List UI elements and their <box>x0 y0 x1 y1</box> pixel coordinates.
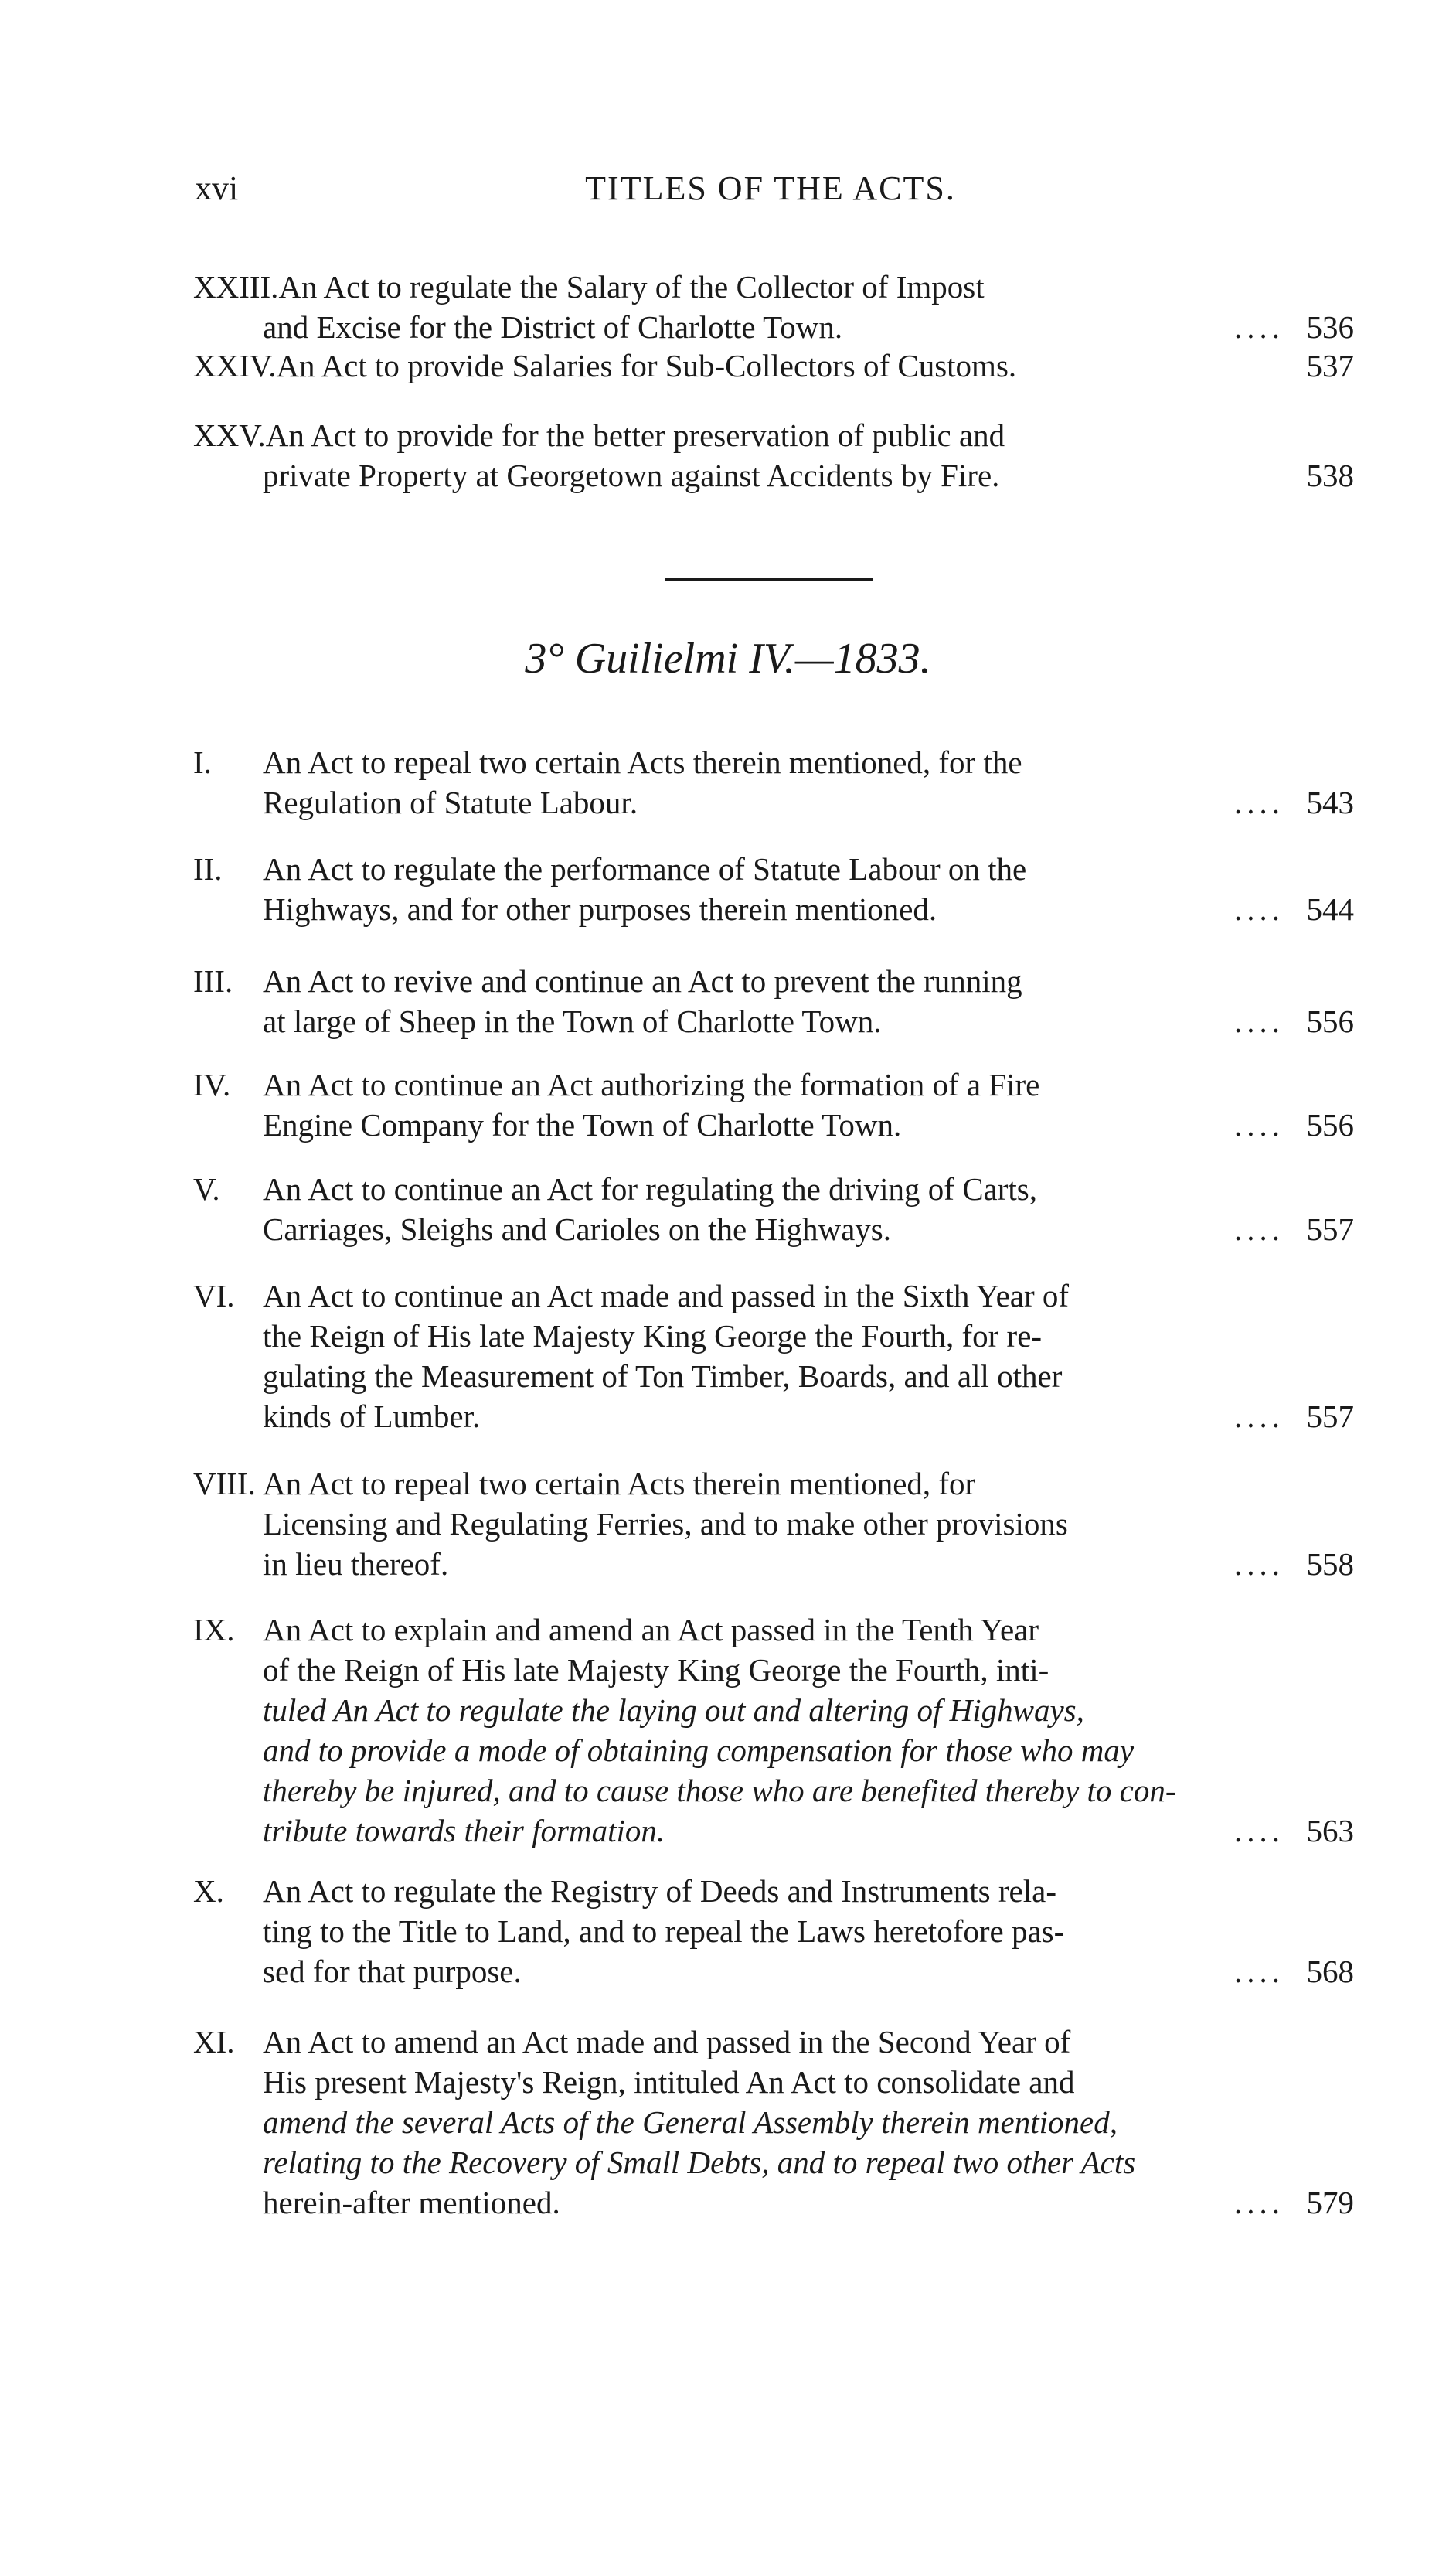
entry-number: VI. <box>193 1278 235 1313</box>
entry-text: thereby be injured, and to cause those who are benefited thereby to con- <box>263 1773 1176 1808</box>
entry-number: IV. <box>193 1067 231 1102</box>
entry-text: Highways, and for other purposes therein mentioned. <box>263 891 937 927</box>
running-title: TITLES OF THE ACTS. <box>585 169 956 207</box>
page-number: 557 <box>1306 1399 1354 1434</box>
entry-text: amend the several Acts of the General Assembly therein mentioned, <box>263 2104 1118 2140</box>
entry-number: VIII. <box>193 1466 256 1501</box>
page-number: 543 <box>1306 785 1354 820</box>
toc-entry <box>193 267 1354 347</box>
entry-number: X. <box>193 1873 224 1909</box>
dot-leader: .... <box>1234 1399 1284 1434</box>
toc-entry <box>193 1871 1354 1991</box>
entry-text: Regulation of Statute Labour. <box>263 785 638 820</box>
entry-number: III. <box>193 963 233 999</box>
entry-number: XXIII. <box>193 269 279 305</box>
entry-number: XI. <box>193 2024 235 2059</box>
toc-entry <box>193 742 1354 823</box>
page-number: 563 <box>1306 1813 1354 1848</box>
entry-text: An Act to revive and continue an Act to prevent the running <box>263 963 1022 999</box>
entry-text: ting to the Title to Land, and to repeal the Laws heretofore pas- <box>263 1913 1065 1949</box>
dot-leader: .... <box>1234 309 1284 345</box>
toc-entry <box>193 1463 1354 1584</box>
entry-number: II. <box>193 851 223 887</box>
page-header <box>195 169 1346 215</box>
entry-text: An Act to repeal two certain Acts therein mentioned, for <box>263 1466 976 1501</box>
page-number: 558 <box>1306 1546 1354 1582</box>
entry-text: An Act to regulate the Registry of Deeds and Instruments rela- <box>263 1873 1056 1909</box>
entry-text: An Act to provide for the better preservation of public and <box>265 417 1005 453</box>
page-number: 537 <box>1306 348 1354 383</box>
entry-text: An Act to explain and amend an Act passed in the Tenth Year <box>263 1612 1039 1647</box>
entry-number: V. <box>193 1171 220 1207</box>
toc-entry <box>193 1169 1354 1249</box>
entry-text: Engine Company for the Town of Charlotte Town. <box>263 1107 902 1143</box>
page-number: 568 <box>1306 1954 1354 1989</box>
toc-entry <box>193 849 1354 929</box>
toc-entry <box>193 1276 1354 1436</box>
dot-leader: .... <box>1234 1546 1284 1582</box>
toc-entry <box>193 2022 1354 2223</box>
toc-entry <box>193 961 1354 1041</box>
dot-leader: .... <box>1234 1954 1284 1989</box>
toc-entry <box>193 1610 1354 1851</box>
entry-text: in lieu thereof. <box>263 1546 449 1582</box>
entry-text: An Act to provide Salaries for Sub-Collectors of Customs. <box>276 348 1017 383</box>
entry-text: relating to the Recovery of Small Debts, and to repeal two other Acts <box>263 2145 1136 2180</box>
entry-text: An Act to regulate the Salary of the Collector of Impost <box>278 269 985 305</box>
dot-leader: .... <box>1234 2185 1284 2220</box>
entry-text: An Act to continue an Act made and passed in the Sixth Year of <box>263 1278 1070 1313</box>
page-number: 536 <box>1306 309 1354 345</box>
entry-text: the Reign of His late Majesty King George the Fourth, for re- <box>263 1318 1043 1354</box>
entry-text: Licensing and Regulating Ferries, and to make other provisions <box>263 1506 1068 1542</box>
entry-text: of the Reign of His late Majesty King George the Fourth, inti- <box>263 1652 1049 1688</box>
entry-text: and Excise for the District of Charlotte Town. <box>263 309 843 345</box>
entry-text: tribute towards their formation. <box>263 1813 665 1848</box>
section-divider <box>665 578 873 581</box>
toc-entry <box>193 1065 1354 1145</box>
dot-leader: .... <box>1234 891 1284 927</box>
entry-text: An Act to amend an Act made and passed in the Second Year of <box>263 2024 1071 2059</box>
entry-text: An Act to continue an Act authorizing the formation of a Fire <box>263 1067 1040 1102</box>
page-number: 556 <box>1306 1107 1354 1143</box>
entry-text: herein-after mentioned. <box>263 2185 560 2220</box>
toc-entry <box>193 415 1354 496</box>
entry-number: XXV. <box>193 417 266 453</box>
toc-entry <box>193 346 1354 386</box>
page-number: 579 <box>1306 2185 1354 2220</box>
entry-text: kinds of Lumber. <box>263 1399 481 1434</box>
entry-text: His present Majesty's Reign, intituled An Act to consolidate and <box>263 2064 1075 2100</box>
entry-text: Carriages, Sleighs and Carioles on the Highways. <box>263 1211 892 1247</box>
dot-leader: .... <box>1234 1211 1284 1247</box>
page-number: 538 <box>1306 458 1354 493</box>
dot-leader: .... <box>1234 785 1284 820</box>
entry-text: private Property at Georgetown against Accidents by Fire. <box>263 458 1000 493</box>
entry-text: An Act to continue an Act for regulating the driving of Carts, <box>263 1171 1037 1207</box>
entry-text: tuled An Act to regulate the laying out and altering of Highways, <box>263 1692 1084 1728</box>
entry-text: An Act to regulate the performance of Statute Labour on the <box>263 851 1027 887</box>
section-heading: 3° Guilielmi IV.—1833. <box>525 635 931 683</box>
entry-number: IX. <box>193 1612 235 1647</box>
folio-number: xvi <box>195 169 239 207</box>
dot-leader: .... <box>1234 1813 1284 1848</box>
entry-text: sed for that purpose. <box>263 1954 522 1989</box>
dot-leader: .... <box>1234 1107 1284 1143</box>
entry-text: gulating the Measurement of Ton Timber, Boards, and all other <box>263 1358 1063 1394</box>
entry-number: XXIV. <box>193 348 277 383</box>
entry-text: An Act to repeal two certain Acts therein mentioned, for the <box>263 744 1022 780</box>
page-number: 556 <box>1306 1003 1354 1039</box>
entry-text: at large of Sheep in the Town of Charlotte Town. <box>263 1003 882 1039</box>
dot-leader: .... <box>1234 1003 1284 1039</box>
entry-number: I. <box>193 744 212 780</box>
page-number: 544 <box>1306 891 1354 927</box>
page-number: 557 <box>1306 1211 1354 1247</box>
entry-text: and to provide a mode of obtaining compensation for those who may <box>263 1732 1135 1768</box>
